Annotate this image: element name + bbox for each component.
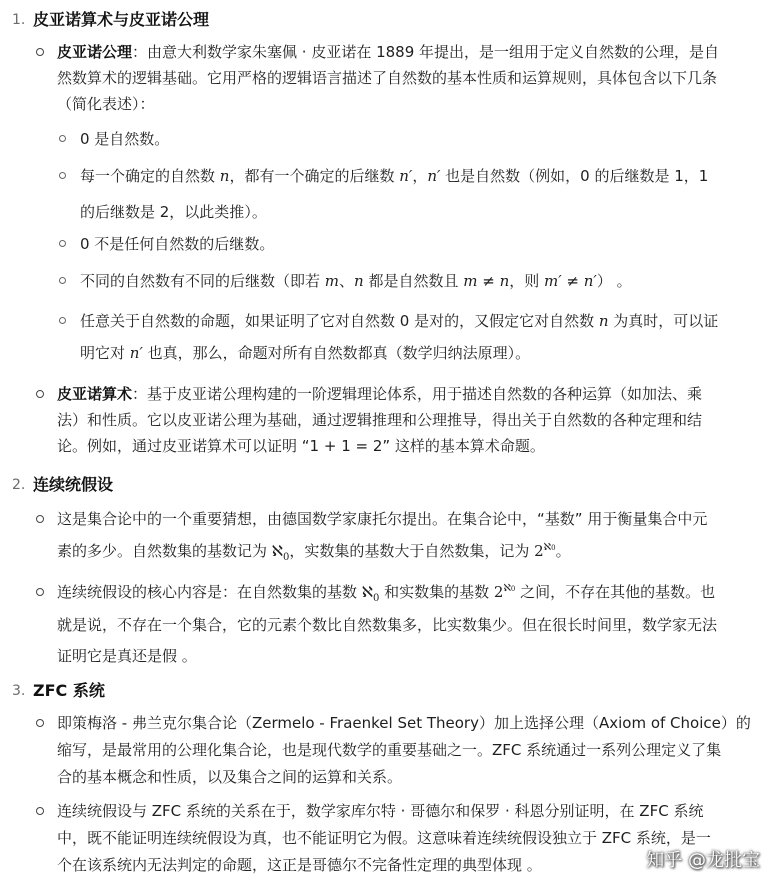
math-2-pow-aleph-0: $2^{ℵ0}$ xyxy=(493,583,516,601)
axiom-4 xyxy=(80,270,632,292)
math-n-prime: n′ xyxy=(129,344,143,362)
godel-line-1: 连续统假设与 ZFC 系统的关系在于，数学家库尔特 · 哥德尔和保罗 · 科恩分别证明，在 ZFC 系统 xyxy=(57,802,704,820)
text: ， xyxy=(412,167,428,185)
zfc-line-3: 合的基本概念和性质，以及集合之间的运算和关系。 xyxy=(57,768,403,786)
math-n: n xyxy=(598,312,609,330)
axioms-line-2: 然数算术的逻辑基础。它用严格的逻辑语言描述了自然数的基本性质和运算规则，具体包含以下几条 xyxy=(57,69,718,87)
text: ：由意大利数学家朱塞佩 · 皮亚诺在 1889 年提出，是一组用于定义自然数的公理，是自 xyxy=(132,43,720,61)
text: ：基于皮亚诺公理构建的一阶逻辑理论体系，用于描述自然数的各种运算（如加法、乘 xyxy=(132,385,703,403)
math-mprime-neq-nprime: m′ ≠ n′ xyxy=(544,272,597,290)
bullet-icon xyxy=(36,48,44,56)
axioms-line-3: （简化表述）： xyxy=(57,95,155,113)
axiom-5-line-2 xyxy=(80,342,530,364)
section-title: 皮亚诺算术与皮亚诺公理 xyxy=(33,10,210,29)
text: 任意关于自然数的命题，如果证明了它对自然数 0 是对的，又假定它对自然数 xyxy=(80,312,599,330)
text: 都是自然数且 xyxy=(363,272,464,290)
math-m-neq-n: m ≠ n xyxy=(463,272,510,290)
text: ，实数集的基数大于自然数集，记为 xyxy=(289,542,535,560)
text: 也是自然数（例如，0 的后继数是 1，1 xyxy=(440,167,709,185)
bullet-icon xyxy=(36,390,44,398)
zfc-line-2: 缩写，是最常用的公理化集合论，也是现代数学的重要基础之一。ZFC 系统通过一系列公理定义了集 xyxy=(57,741,722,759)
text: ，则 xyxy=(509,272,545,290)
text: 。 xyxy=(555,542,571,560)
sub-bullet-icon xyxy=(59,317,66,324)
cantor-line-1: 这是集合论中的一个重要猜想，由德国数学家康托尔提出。在集合论中，“基数” 用于衡量集合中元 xyxy=(57,510,708,528)
text: 之间，不存在其他的基数。也 xyxy=(515,583,716,601)
godel-line-2: 中，既不能证明连续统假设为真，也不能证明它为假。这意味着连续统假设独立于 ZFC 系统，是一 xyxy=(57,829,711,847)
arith-line-1 xyxy=(57,383,702,405)
watermark: 知乎 @龙批宝 xyxy=(646,850,760,871)
arith-line-3: 论。例如，通过皮亚诺算术可以证明 “1 + 1 = 2” 这样的基本算术命题。 xyxy=(57,437,545,455)
math-m: m xyxy=(324,272,340,290)
text: ） 。 xyxy=(596,272,632,290)
axiom-3: 0 不是任何自然数的后继数。 xyxy=(80,235,275,253)
section-number: 2. xyxy=(12,477,26,493)
sub-bullet-icon xyxy=(59,277,66,284)
math-n-prime: n′ xyxy=(399,167,413,185)
cantor-line-2 xyxy=(57,540,571,569)
ch-line-3: 证明它是真还是假 。 xyxy=(57,647,197,665)
axiom-1: 0 是自然数。 xyxy=(80,130,170,148)
sub-bullet-icon xyxy=(59,240,66,247)
section-number: 3. xyxy=(12,683,26,699)
bullet-icon xyxy=(36,719,44,727)
section-title: ZFC 系统 xyxy=(33,681,105,700)
text: 和实数集的基数 xyxy=(379,583,494,601)
sub-bullet-icon xyxy=(59,135,66,142)
math-aleph-0: ℵ$_0$ xyxy=(271,542,290,563)
section-number: 1. xyxy=(12,12,26,28)
axiom-2-line-1 xyxy=(80,165,708,187)
arith-line-2: 法）和性质。它以皮亚诺公理为基础，通过逻辑推理和公理推导，得出关于自然数的各种定理和结 xyxy=(57,411,703,429)
text: 也真，那么，命题对所有自然数都真（数学归纳法原理）。 xyxy=(142,344,531,362)
axiom-5-line-1 xyxy=(80,310,718,332)
text: 明它对 xyxy=(80,344,130,362)
axioms-line-1 xyxy=(57,41,719,63)
math-n-prime: n′ xyxy=(427,167,441,185)
text: 、 xyxy=(339,272,355,290)
ch-line-1 xyxy=(57,581,715,610)
bullet-icon xyxy=(36,515,44,523)
zfc-line-1: 即策梅洛 - 弗兰克尔集合论（Zermelo - Fraenkel Set Theory）加上选择公理（Axiom of Choice）的 xyxy=(57,714,751,732)
math-n: n xyxy=(219,167,230,185)
text: 不同的自然数有不同的后继数（即若 xyxy=(80,272,325,290)
text: ，都有一个确定的后继数 xyxy=(229,167,400,185)
math-2-pow-aleph-0: $2^{ℵ0}$ xyxy=(534,542,556,560)
ch-line-2: 就是说，不存在一个集合，它的元素个数比自然数集多，比实数集少。但在很长时间里，数学家无法 xyxy=(57,616,718,634)
text: 为真时，可以证 xyxy=(608,312,719,330)
bullet-icon xyxy=(36,588,44,596)
section-title: 连续统假设 xyxy=(33,475,114,494)
text: 素的多少。自然数集的基数记为 xyxy=(57,542,272,560)
text: 每一个确定的自然数 xyxy=(80,167,220,185)
sub-bullet-icon xyxy=(59,172,66,179)
term-peano-arithmetic: 皮亚诺算术 xyxy=(57,385,133,403)
axiom-2-line-2: 的后继数是 2，以此类推）。 xyxy=(80,203,267,221)
math-aleph-0: ℵ$_0$ xyxy=(361,583,380,604)
math-n: n xyxy=(354,272,364,290)
godel-line-3: 个在该系统内无法判定的命题，这正是哥德尔不完备性定理的典型体现 。 xyxy=(57,856,542,874)
term-peano-axioms: 皮亚诺公理 xyxy=(57,43,133,61)
text: 连续统假设的核心内容是：在自然数集的基数 xyxy=(57,583,362,601)
bullet-icon xyxy=(36,807,44,815)
